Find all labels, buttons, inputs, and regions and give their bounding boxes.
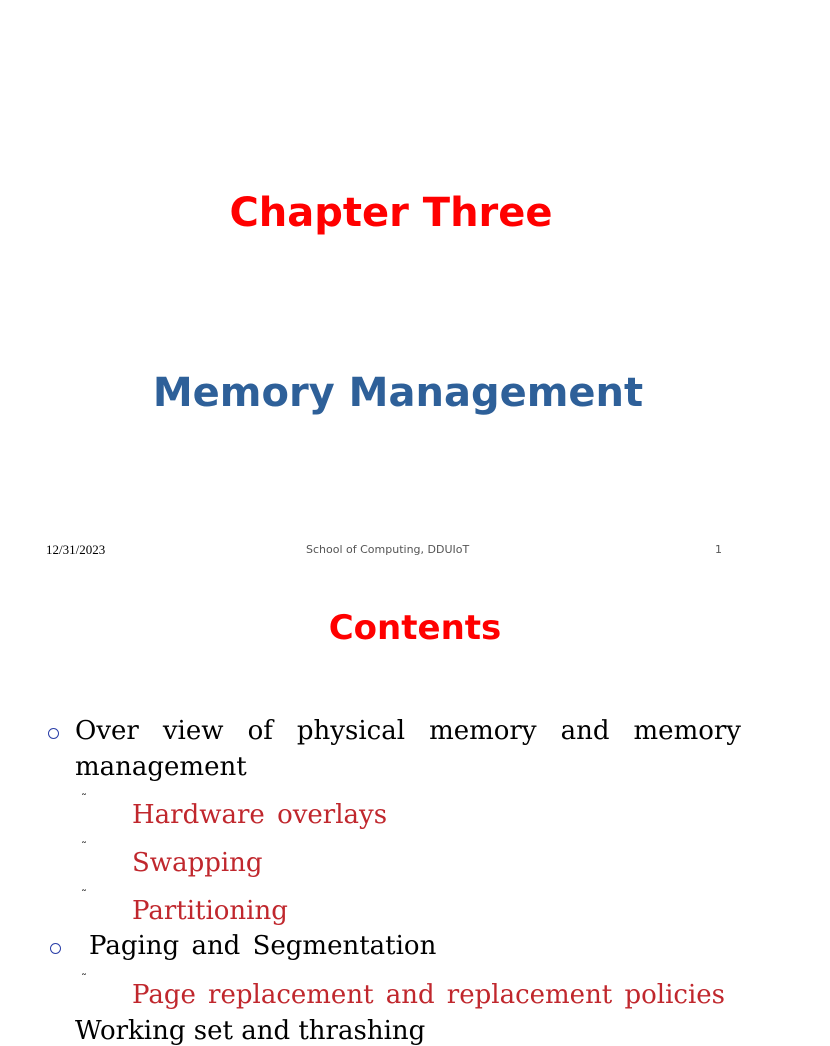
tilde-bullet-icon: ˜ bbox=[81, 972, 87, 986]
sub-item-hardware-overlays: Hardware overlays bbox=[132, 800, 388, 830]
circle-bullet-icon bbox=[50, 943, 61, 954]
cut-off-line: Working set and thrashing bbox=[75, 1016, 426, 1046]
chapter-title: Chapter Three bbox=[229, 190, 553, 236]
tilde-bullet-icon: ˜ bbox=[81, 792, 87, 806]
tilde-bullet-icon: ˜ bbox=[81, 888, 87, 902]
circle-bullet-icon bbox=[48, 728, 59, 739]
bullet-2-line-1: Paging and Segmentation bbox=[89, 931, 437, 961]
bullet-1-line-2: management bbox=[75, 752, 247, 782]
chapter-subtitle: Memory Management bbox=[152, 370, 644, 416]
contents-title: Contents bbox=[328, 608, 502, 648]
bullet-1-line-1: Over view of physical memory and memory bbox=[75, 716, 741, 746]
sub-item-partitioning: Partitioning bbox=[132, 896, 288, 926]
sub-item-page-replacement: Page replacement and replacement policies bbox=[132, 980, 725, 1010]
tilde-bullet-icon: ˜ bbox=[81, 840, 87, 854]
footer-school: School of Computing, DDUIoT bbox=[306, 543, 470, 556]
sub-item-swapping: Swapping bbox=[132, 848, 263, 878]
footer-page-number: 1 bbox=[715, 543, 722, 556]
footer-date: 12/31/2023 bbox=[46, 542, 106, 557]
